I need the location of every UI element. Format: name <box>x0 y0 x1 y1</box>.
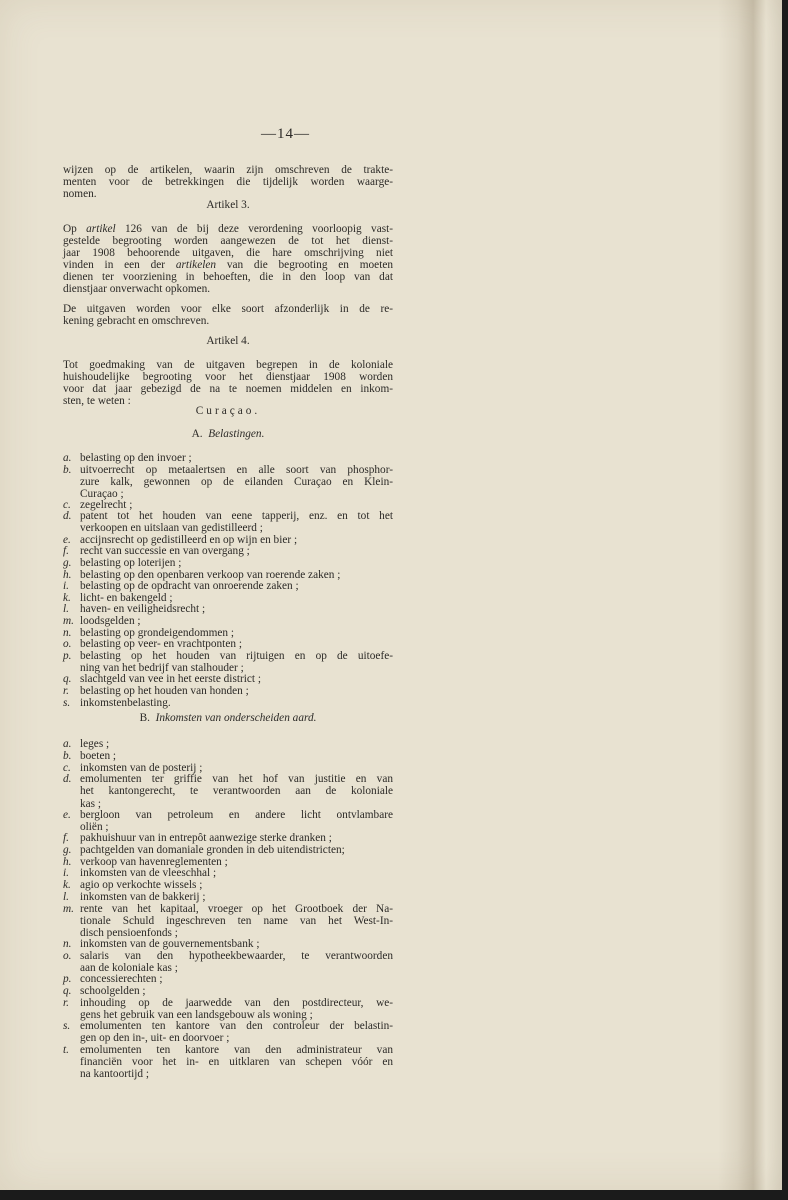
item-text-line: belasting op den openbaren verkoop van roerende zaken ; <box>80 568 341 581</box>
item-label: o. <box>63 949 72 962</box>
item-text <box>80 891 393 903</box>
item-label: g. <box>63 556 72 569</box>
item-text-line: agio op verkochte wissels ; <box>80 879 203 891</box>
item-text <box>80 545 393 557</box>
item-text-line: disch pensioenfonds ; <box>80 926 178 939</box>
item-text-line: emolumenten ten kantore van den administrateur van <box>80 1043 393 1056</box>
item-text-line: kas ; <box>80 797 102 810</box>
item-label: e. <box>63 808 71 821</box>
item-label: g. <box>63 843 72 856</box>
item-text <box>80 569 393 581</box>
item-label: d. <box>63 773 72 786</box>
item-text <box>80 510 393 534</box>
item-text-line: belasting op grondeigendommen ; <box>80 626 235 639</box>
item-text-line: verkoop van havenreglementen ; <box>80 855 228 868</box>
item-text-line: inkomsten van de gouvernementsbank ; <box>80 937 260 950</box>
artikel3-para2-line: De uitgaven worden voor elke soort afzonderlijk in de re- <box>63 303 393 315</box>
artikel3-para2-line: kening gebracht en omschreven. <box>63 315 210 327</box>
item-text <box>80 499 393 511</box>
item-text-line: loodsgelden ; <box>80 615 141 628</box>
item-label: m. <box>63 615 74 628</box>
item-text-line: emolumenten ter griffie van het hof van justitie en van <box>80 773 393 786</box>
item-text-line: bergloon van petroleum en andere licht ontvlambare <box>80 808 393 821</box>
item-label: n. <box>63 626 72 639</box>
item-text-line: inkomsten van de vleeschhal ; <box>80 867 217 880</box>
item-text <box>80 452 393 464</box>
page-number: —14— <box>261 126 310 142</box>
artikel3-heading: Artikel 3. <box>206 199 250 211</box>
page-fold-shadow <box>718 0 782 1190</box>
item-text <box>80 1020 393 1044</box>
item-text-line: haven- en veiligheidsrecht ; <box>80 603 206 616</box>
item-label: p. <box>63 650 72 663</box>
artikel4-heading: Artikel 4. <box>206 335 250 347</box>
item-label: t. <box>63 1043 69 1056</box>
item-text-line: leges ; <box>80 738 110 750</box>
item-text-line: Curaçao ; <box>80 488 124 501</box>
item-text <box>80 580 393 592</box>
item-text-line: pachtgelden van domaniale gronden in deb uitendistricten; <box>80 843 345 856</box>
item-label: p. <box>63 973 72 985</box>
item-label: r. <box>63 685 69 697</box>
item-label: f. <box>63 545 69 558</box>
intro-line: nomen. <box>63 188 97 200</box>
item-text <box>80 867 393 879</box>
item-text-line: concessierechten ; <box>80 973 163 985</box>
item-text <box>80 697 393 709</box>
item-text <box>80 832 393 844</box>
item-text-line: inkomsten van de posterij ; <box>80 761 203 774</box>
item-text <box>80 534 393 546</box>
item-text <box>80 856 393 868</box>
item-label: f. <box>63 832 69 844</box>
item-text-line: inkomstenbelasting. <box>80 696 171 709</box>
item-text-line: belasting op het houden van rijtuigen en op de uitoefe- <box>80 650 393 663</box>
item-text <box>80 985 393 997</box>
item-label: e. <box>63 533 71 546</box>
item-text <box>80 750 393 762</box>
item-label: k. <box>63 879 71 891</box>
section-a-heading: A. Belastingen. <box>191 428 265 440</box>
item-text <box>80 973 393 985</box>
item-text-line: licht- en bakengeld ; <box>80 591 173 604</box>
item-text-line: pakhuishuur van in entrepôt aanwezige sterke dranken ; <box>80 832 332 844</box>
item-text <box>80 809 393 833</box>
item-label: k. <box>63 591 71 604</box>
item-text <box>80 592 393 604</box>
item-text <box>80 627 393 639</box>
item-text-line: boeten ; <box>80 749 117 762</box>
item-text-line: patent tot het houden van eene tapperij, enz. en tot het <box>80 510 393 523</box>
item-text <box>80 557 393 569</box>
artikel3-para1-line: Op artikel 126 van de bij deze verordening voorloopig vast- <box>63 223 394 235</box>
artikel3-para1-line: vinden in een der artikelen van die begrooting en moeten <box>63 259 394 271</box>
artikel3-para1-line: gestelde begrooting worden aangewezen de tot het dienst- <box>63 235 393 247</box>
item-label: o. <box>63 638 72 651</box>
item-text <box>80 638 393 650</box>
artikel4-para-line: Tot goedmaking van de uitgaven begrepen in de koloniale <box>63 359 393 371</box>
item-label: q. <box>63 984 72 997</box>
item-text-line: recht van successie en van overgang ; <box>80 545 250 558</box>
artikel3-para1-line: dienen ter voorziening in behoeften, die in den loop van dat <box>63 271 393 283</box>
item-text-line: financiën voor het in- en uitklaren van schepen vóór en <box>80 1055 393 1068</box>
item-label: i. <box>63 580 69 593</box>
item-label: i. <box>63 867 69 880</box>
item-text <box>80 997 393 1021</box>
item-text-line: belasting op het houden van honden ; <box>80 685 249 697</box>
item-label: n. <box>63 937 72 950</box>
item-text <box>80 464 393 501</box>
item-text-line: accijnsrecht op gedistilleerd en op wijn en bier ; <box>80 533 298 546</box>
artikel4-para-line: voor dat jaar gebezigd de na te noemen middelen en inkom- <box>63 383 393 395</box>
item-text <box>80 903 393 940</box>
item-label: h. <box>63 568 72 581</box>
item-text <box>80 603 393 615</box>
artikel4-para-line: sten, te weten : <box>63 395 131 407</box>
item-label: l. <box>63 890 69 903</box>
item-text <box>80 650 393 674</box>
item-label: h. <box>63 855 72 868</box>
item-label: a. <box>63 452 72 464</box>
item-label: c. <box>63 498 71 511</box>
item-text-line: belasting op de opdracht van onroerende zaken ; <box>80 580 299 593</box>
item-text-line: emolumenten ten kantore van den controleur der belastin- <box>80 1020 393 1032</box>
item-text <box>80 685 393 697</box>
region-heading: Curaçao. <box>195 405 261 417</box>
item-text-line: zure kalk, gewonnen op de eilanden Curaçao en Klein- <box>80 475 393 488</box>
item-label: m. <box>63 902 74 915</box>
item-text-line: zegelrecht ; <box>80 498 133 511</box>
item-text-line: belasting op den invoer ; <box>80 452 192 464</box>
item-text-line: gens het gebruik van een landsgebouw als woning ; <box>80 1008 313 1021</box>
item-text <box>80 1044 393 1081</box>
item-text-line: tionale Schuld ingeschreven ten name van het West-In- <box>80 914 393 927</box>
item-text-line: inkomsten van de bakkerij ; <box>80 890 206 903</box>
item-text-line: slachtgeld van vee in het eerste district ; <box>80 673 261 686</box>
item-text <box>80 773 393 810</box>
item-text <box>80 950 393 974</box>
item-text <box>80 879 393 891</box>
artikel3-para1-line: jaar 1908 behoorende uitgaven, die hare omschrijving niet <box>63 247 393 259</box>
intro-line: wijzen op de artikelen, waarin zijn omschreven de trakte- <box>63 164 393 176</box>
item-text <box>80 738 393 750</box>
intro-line: menten voor de betrekkingen die tijdelijk worden waarge- <box>63 176 393 188</box>
item-text-line: inhouding op de jaarwedde van den postdirecteur, we- <box>80 996 393 1009</box>
item-text-line: ning van het bedrijf van stalhouder ; <box>80 662 244 675</box>
item-label: b. <box>63 463 72 476</box>
item-text-line: belasting op loterijen ; <box>80 556 182 569</box>
item-text <box>80 673 393 685</box>
item-label: q. <box>63 673 72 686</box>
item-text-line: oliën ; <box>80 820 109 833</box>
item-text-line: salaris van den hypotheekbewaarder, te verantwoorden <box>80 949 393 962</box>
item-text <box>80 844 393 856</box>
item-text-line: aan de koloniale kas ; <box>80 961 178 974</box>
item-text-line: belasting op veer- en vrachtponten ; <box>80 638 242 651</box>
item-label: a. <box>63 738 72 750</box>
item-text <box>80 762 393 774</box>
section-b-heading: B. Inkomsten van onderscheiden aard. <box>139 712 317 724</box>
item-text-line: uitvoerrecht op metaalertsen en alle soort van phosphor- <box>80 463 393 476</box>
item-text <box>80 615 393 627</box>
artikel3-para1-line: dienstjaar onverwacht opkomen. <box>63 283 211 295</box>
item-label: l. <box>63 603 69 616</box>
item-label: s. <box>63 1020 71 1032</box>
item-text-line: na kantoortijd ; <box>80 1067 150 1080</box>
item-text-line: schoolgelden ; <box>80 984 146 997</box>
item-text-line: rente van het kapitaal, vroeger op het Grootboek der Na- <box>80 902 393 915</box>
item-text-line: het kantongerecht, te verantwoorden aan de koloniale <box>80 785 393 798</box>
artikel4-para-line: huishoudelijke begrooting voor het dienstjaar 1908 worden <box>63 371 393 383</box>
item-label: c. <box>63 761 71 774</box>
item-label: b. <box>63 749 72 762</box>
item-label: d. <box>63 510 72 523</box>
item-label: r. <box>63 996 69 1009</box>
item-text-line: verkoopen en uitslaan van gedistilleerd ; <box>80 522 263 535</box>
item-label: s. <box>63 696 71 709</box>
item-text-line: gen op den in-, uit- en doorvoer ; <box>80 1032 230 1045</box>
item-text <box>80 938 393 950</box>
